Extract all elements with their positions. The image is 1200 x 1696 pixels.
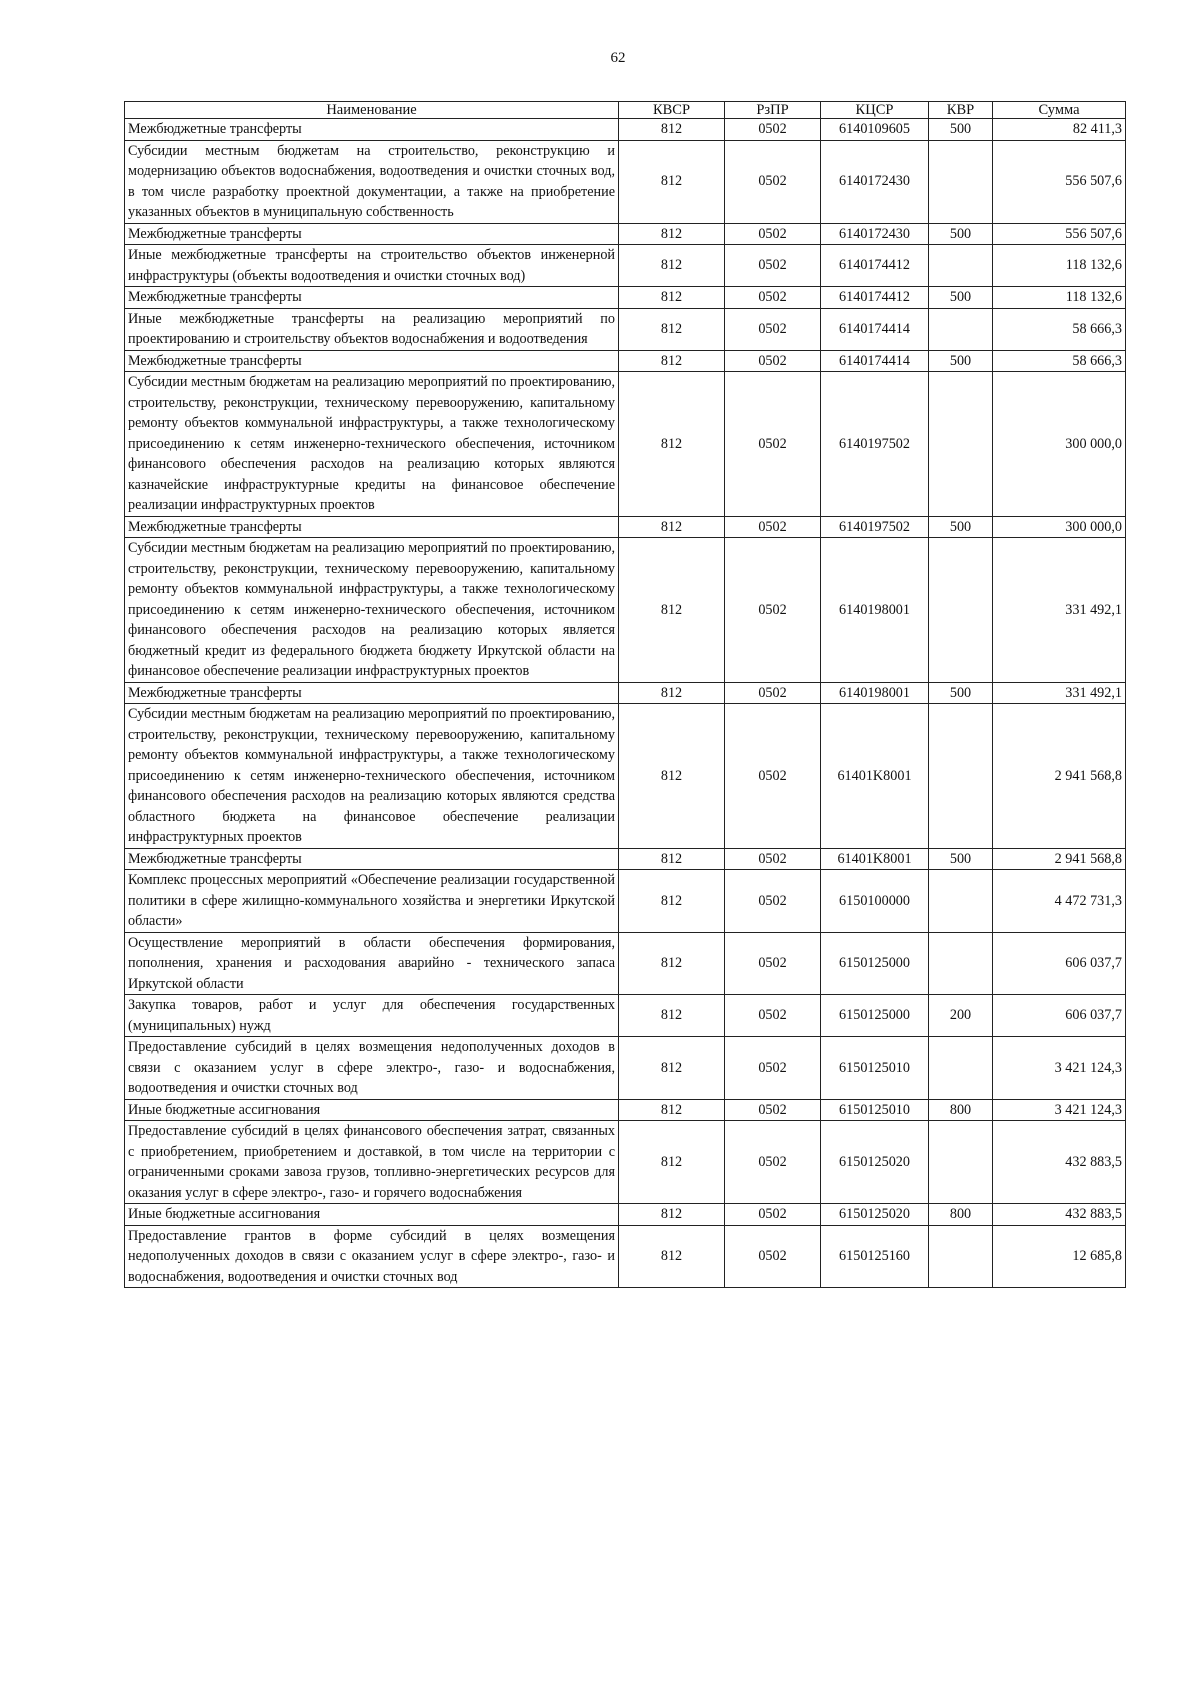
cell-rzpr: 0502 — [725, 995, 821, 1037]
cell-rzpr: 0502 — [725, 350, 821, 372]
cell-kcsr: 6140198001 — [821, 538, 929, 683]
cell-kcsr: 6150125010 — [821, 1099, 929, 1121]
cell-kcsr: 6140197502 — [821, 372, 929, 517]
cell-name: Закупка товаров, работ и услуг для обеспечения государственных (муниципальных) нужд — [125, 995, 619, 1037]
cell-name: Межбюджетные трансферты — [125, 350, 619, 372]
cell-rzpr: 0502 — [725, 516, 821, 538]
cell-kvr — [929, 1121, 993, 1204]
cell-rzpr: 0502 — [725, 932, 821, 995]
cell-sum: 2 941 568,8 — [993, 848, 1126, 870]
table-row — [125, 870, 1126, 933]
cell-name: Межбюджетные трансферты — [125, 848, 619, 870]
header-kcsr: КЦСР — [821, 102, 929, 119]
cell-kcsr: 6140172430 — [821, 223, 929, 245]
table-row — [125, 1225, 1126, 1288]
cell-kcsr: 6140197502 — [821, 516, 929, 538]
cell-kvr: 800 — [929, 1204, 993, 1226]
cell-kcsr: 6150125000 — [821, 932, 929, 995]
cell-kvsr: 812 — [619, 245, 725, 287]
cell-kvsr: 812 — [619, 350, 725, 372]
cell-kcsr: 6150125020 — [821, 1121, 929, 1204]
cell-sum: 432 883,5 — [993, 1204, 1126, 1226]
cell-sum: 606 037,7 — [993, 932, 1126, 995]
cell-kvr: 500 — [929, 682, 993, 704]
cell-kvr — [929, 538, 993, 683]
cell-kvr: 500 — [929, 223, 993, 245]
cell-kcsr: 6140174414 — [821, 308, 929, 350]
cell-name: Предоставление грантов в форме субсидий в целях возмещения недополученных доходов в связи с оказанием услуг в сфере электро-, газо- и водоснабжения, водоотведения и очистки сточных вод — [125, 1225, 619, 1288]
cell-kvsr: 812 — [619, 995, 725, 1037]
cell-kvr: 500 — [929, 848, 993, 870]
cell-kcsr: 6140174412 — [821, 287, 929, 309]
cell-rzpr: 0502 — [725, 682, 821, 704]
cell-rzpr: 0502 — [725, 223, 821, 245]
cell-kvsr: 812 — [619, 119, 725, 141]
cell-kvsr: 812 — [619, 516, 725, 538]
cell-kcsr: 6140174412 — [821, 245, 929, 287]
cell-kcsr: 6150100000 — [821, 870, 929, 933]
cell-name: Иные бюджетные ассигнования — [125, 1099, 619, 1121]
table-row — [125, 372, 1126, 517]
table-row — [125, 516, 1126, 538]
cell-rzpr: 0502 — [725, 372, 821, 517]
table-row — [125, 995, 1126, 1037]
cell-sum: 82 411,3 — [993, 119, 1126, 141]
cell-rzpr: 0502 — [725, 287, 821, 309]
cell-name: Иные межбюджетные трансферты на строительство объектов инженерной инфраструктуры (объекты водоотведения и очистки сточных вод) — [125, 245, 619, 287]
cell-kvsr: 812 — [619, 932, 725, 995]
cell-kvr: 500 — [929, 287, 993, 309]
cell-kvr — [929, 1037, 993, 1100]
table-row — [125, 245, 1126, 287]
header-name: Наименование — [125, 102, 619, 119]
cell-sum: 331 492,1 — [993, 682, 1126, 704]
cell-kvsr: 812 — [619, 223, 725, 245]
cell-name: Субсидии местным бюджетам на реализацию мероприятий по проектированию, строительству, реконструкции, техническому перевооружению, капитальному ремонту объектов коммунальной инфраструктуры, а также технологическому присоединению к сетям инженерно-технического обеспечения, источником финансового обеспечения расходов на реализацию которых является бюджетный кредит из федерального бюджета бюджету Иркутской области на финансовое обеспечение реализации инфраструктурных проектов — [125, 538, 619, 683]
cell-kvsr: 812 — [619, 1204, 725, 1226]
cell-sum: 331 492,1 — [993, 538, 1126, 683]
cell-sum: 118 132,6 — [993, 287, 1126, 309]
cell-sum: 3 421 124,3 — [993, 1099, 1126, 1121]
cell-kvr — [929, 308, 993, 350]
cell-kvr — [929, 140, 993, 223]
cell-kvr: 800 — [929, 1099, 993, 1121]
cell-sum: 2 941 568,8 — [993, 704, 1126, 849]
cell-kcsr: 6150125160 — [821, 1225, 929, 1288]
cell-kvsr: 812 — [619, 1099, 725, 1121]
table-row — [125, 119, 1126, 141]
cell-sum: 300 000,0 — [993, 372, 1126, 517]
cell-name: Комплекс процессных мероприятий «Обеспечение реализации государственной политики в сфере жилищно-коммунального хозяйства и энергетики Иркутской области» — [125, 870, 619, 933]
cell-kvr: 500 — [929, 119, 993, 141]
cell-name: Межбюджетные трансферты — [125, 287, 619, 309]
table-row — [125, 848, 1126, 870]
cell-rzpr: 0502 — [725, 1099, 821, 1121]
cell-sum: 58 666,3 — [993, 308, 1126, 350]
cell-kcsr: 61401K8001 — [821, 704, 929, 849]
table-row — [125, 223, 1126, 245]
table-row — [125, 704, 1126, 849]
cell-rzpr: 0502 — [725, 538, 821, 683]
cell-rzpr: 0502 — [725, 870, 821, 933]
header-sum: Сумма — [993, 102, 1126, 119]
cell-rzpr: 0502 — [725, 1204, 821, 1226]
cell-name: Иные бюджетные ассигнования — [125, 1204, 619, 1226]
cell-rzpr: 0502 — [725, 1225, 821, 1288]
cell-kvsr: 812 — [619, 308, 725, 350]
cell-rzpr: 0502 — [725, 140, 821, 223]
table-row — [125, 682, 1126, 704]
cell-sum: 432 883,5 — [993, 1121, 1126, 1204]
cell-kvr: 500 — [929, 350, 993, 372]
cell-rzpr: 0502 — [725, 848, 821, 870]
cell-rzpr: 0502 — [725, 1121, 821, 1204]
header-kvr: КВР — [929, 102, 993, 119]
cell-kvsr: 812 — [619, 848, 725, 870]
table-row — [125, 1121, 1126, 1204]
cell-name: Предоставление субсидий в целях финансового обеспечения затрат, связанных с приобретением, приобретением и доставкой, в том числе на территории с ограниченными сроками завоза грузов, топливно-энергетических ресурсов для оказания услуг в сфере электро-, газо- и горячего водоснабжения — [125, 1121, 619, 1204]
budget-table — [124, 101, 1126, 1288]
header-kvsr: КВСР — [619, 102, 725, 119]
cell-rzpr: 0502 — [725, 704, 821, 849]
cell-kvsr: 812 — [619, 870, 725, 933]
cell-kcsr: 6140109605 — [821, 119, 929, 141]
table-row — [125, 538, 1126, 683]
cell-name: Субсидии местным бюджетам на реализацию мероприятий по проектированию, строительству, реконструкции, техническому перевооружению, капитальному ремонту объектов коммунальной инфраструктуры, а также технологическому присоединению к сетям инженерно-технического обеспечения, источником финансового обеспечения расходов на реализацию которых являются средства областного бюджета на финансовое обеспечение реализации инфраструктурных проектов — [125, 704, 619, 849]
table-row — [125, 932, 1126, 995]
table-row — [125, 1099, 1126, 1121]
table-row — [125, 350, 1126, 372]
cell-kvr: 200 — [929, 995, 993, 1037]
cell-name: Иные межбюджетные трансферты на реализацию мероприятий по проектированию и строительству объектов водоснабжения и водоотведения — [125, 308, 619, 350]
cell-kvsr: 812 — [619, 538, 725, 683]
cell-name: Субсидии местным бюджетам на строительство, реконструкцию и модернизацию объектов водоснабжения, водоотведения и очистки сточных вод, в том числе разработку проектной документации, а также на приобретение указанных объектов в муниципальную собственность — [125, 140, 619, 223]
cell-kvr — [929, 372, 993, 517]
cell-sum: 12 685,8 — [993, 1225, 1126, 1288]
table-row — [125, 308, 1126, 350]
cell-name: Межбюджетные трансферты — [125, 516, 619, 538]
cell-sum: 4 472 731,3 — [993, 870, 1126, 933]
cell-kvsr: 812 — [619, 1225, 725, 1288]
cell-name: Субсидии местным бюджетам на реализацию мероприятий по проектированию, строительству, реконструкции, техническому перевооружению, капитальному ремонту объектов коммунальной инфраструктуры, а также технологическому присоединению к сетям инженерно-технического обеспечения, источником финансового обеспечения расходов на реализацию которых являются казначейские инфраструктурные кредиты на финансовое обеспечение реализации инфраструктурных проектов — [125, 372, 619, 517]
cell-rzpr: 0502 — [725, 308, 821, 350]
table-body — [125, 119, 1126, 1288]
cell-kvsr: 812 — [619, 704, 725, 849]
cell-kvsr: 812 — [619, 1037, 725, 1100]
cell-name: Межбюджетные трансферты — [125, 119, 619, 141]
cell-sum: 3 421 124,3 — [993, 1037, 1126, 1100]
cell-kvsr: 812 — [619, 287, 725, 309]
cell-kcsr: 6150125000 — [821, 995, 929, 1037]
header-rzpr: РзПР — [725, 102, 821, 119]
cell-sum: 118 132,6 — [993, 245, 1126, 287]
cell-kvsr: 812 — [619, 1121, 725, 1204]
cell-kvr — [929, 932, 993, 995]
cell-sum: 606 037,7 — [993, 995, 1126, 1037]
cell-sum: 556 507,6 — [993, 223, 1126, 245]
cell-kcsr: 6140172430 — [821, 140, 929, 223]
cell-kvsr: 812 — [619, 372, 725, 517]
table-row — [125, 140, 1126, 223]
cell-kvr — [929, 870, 993, 933]
cell-kvr — [929, 704, 993, 849]
cell-name: Осуществление мероприятий в области обеспечения формирования, пополнения, хранения и расходования аварийно - технического запаса Иркутской области — [125, 932, 619, 995]
table-header-row — [125, 102, 1126, 119]
table-row — [125, 1037, 1126, 1100]
cell-sum: 58 666,3 — [993, 350, 1126, 372]
table-row — [125, 1204, 1126, 1226]
cell-name: Межбюджетные трансферты — [125, 682, 619, 704]
cell-kvr — [929, 1225, 993, 1288]
cell-rzpr: 0502 — [725, 245, 821, 287]
cell-kvsr: 812 — [619, 682, 725, 704]
cell-name: Межбюджетные трансферты — [125, 223, 619, 245]
table-row — [125, 287, 1126, 309]
cell-sum: 556 507,6 — [993, 140, 1126, 223]
cell-kvr: 500 — [929, 516, 993, 538]
cell-kcsr: 6150125020 — [821, 1204, 929, 1226]
cell-name: Предоставление субсидий в целях возмещения недополученных доходов в связи с оказанием услуг в сфере электро-, газо- и водоснабжения, водоотведения и очистки сточных вод — [125, 1037, 619, 1100]
cell-rzpr: 0502 — [725, 1037, 821, 1100]
page-number: 62 — [610, 50, 626, 66]
cell-kcsr: 61401K8001 — [821, 848, 929, 870]
cell-kcsr: 6150125010 — [821, 1037, 929, 1100]
cell-kvsr: 812 — [619, 140, 725, 223]
cell-rzpr: 0502 — [725, 119, 821, 141]
cell-kcsr: 6140174414 — [821, 350, 929, 372]
cell-kcsr: 6140198001 — [821, 682, 929, 704]
cell-sum: 300 000,0 — [993, 516, 1126, 538]
cell-kvr — [929, 245, 993, 287]
